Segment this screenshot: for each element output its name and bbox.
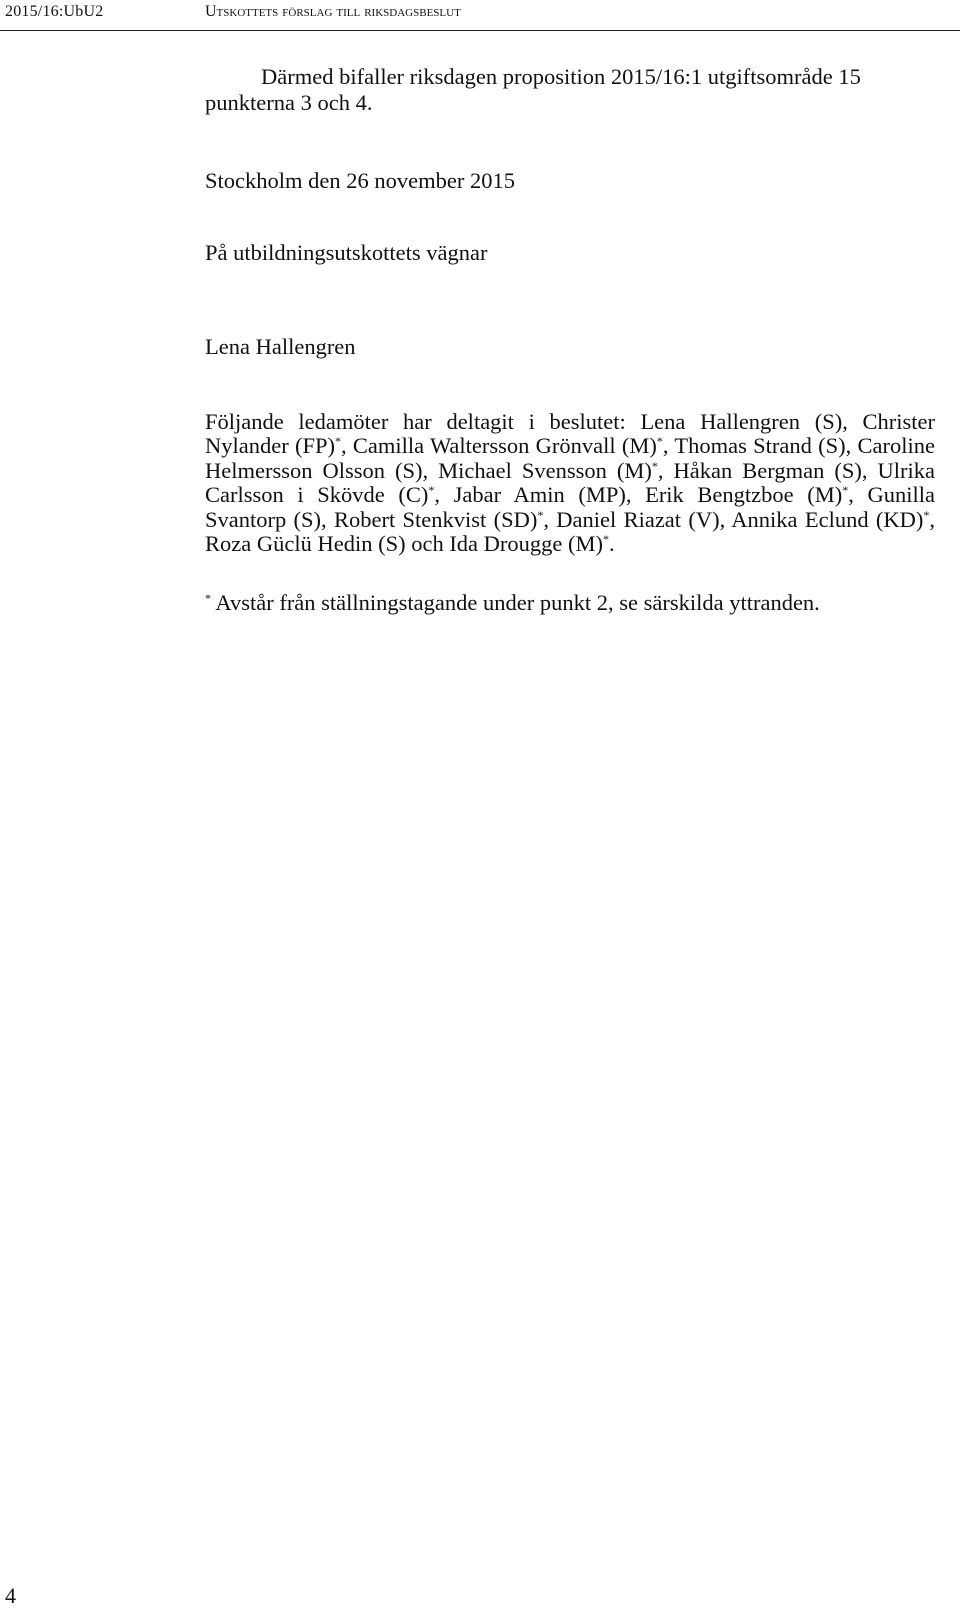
footnote-text: Avstår från ställningstagande under punkt 2, se särskilda yttranden. [211,590,820,615]
abstention-marker: * [923,507,930,522]
members-part-3: , Håkan Bergman (S), Ulrika Carlsson i Skövde (C) [205,457,935,508]
members-intro: Följande ledamöter har deltagit i beslutet: Lena Hallengren (S), Christer Nylander (FP) [205,409,935,459]
members-part-5: , Gunilla Svantorp (S), Robert Stenkvist (SD) [205,482,935,532]
members-part-2: , Thomas Strand (S), Caroline Helmersson Olsson (S), Michael Svensson (M) [205,433,935,483]
footnote-marker: * [205,591,211,605]
participating-members-paragraph [205,410,935,556]
page-header [0,0,960,31]
abstention-marker: * [335,434,341,449]
section-title: Utskottets förslag till riksdagsbeslut [205,3,461,20]
abstention-marker: * [656,434,663,449]
place-date: Stockholm den 26 november 2015 [205,168,515,193]
abstention-marker: * [428,483,435,498]
abstention-marker: * [651,458,658,473]
members-part-6: , Daniel Riazat (V), Annika Eclund (KD) [543,506,924,532]
members-part-1: , Camilla Waltersson Grönvall (M) [341,433,657,459]
document-id: 2015/16:UbU2 [5,3,104,20]
abstention-marker: * [537,507,544,522]
abstention-marker: * [842,483,849,498]
abstention-footnote [205,590,935,616]
members-part-7: , Roza Güclü Hedin (S) och Ida Drougge (M) [205,506,935,557]
committee-behalf: På utbildningsutskottets vägnar [205,240,488,265]
chair-name: Lena Hallengren [205,334,356,359]
page-number: 4 [5,1583,16,1608]
decision-paragraph: Därmed bifaller riksdagen proposition 2015/16:1 utgiftsområde 15 punkterna 3 och 4. [205,64,861,115]
members-end: . [609,531,615,557]
abstention-marker: * [603,532,610,547]
members-part-4: , Jabar Amin (MP), Erik Bengtzboe (M) [434,482,843,508]
